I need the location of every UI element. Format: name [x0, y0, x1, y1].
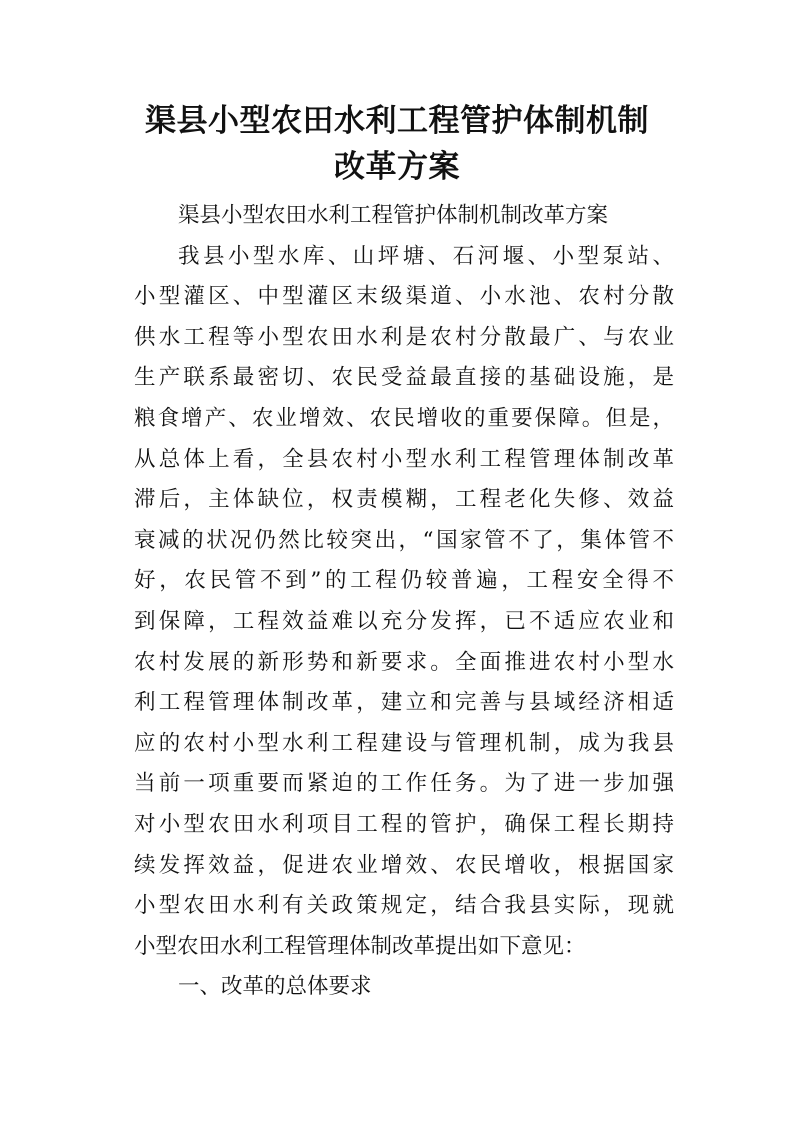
body-line: 好，农民管不到”的工程仍较普遍，工程安全得不: [134, 568, 674, 594]
document-title: [100, 98, 694, 190]
body-line: 渠县小型农田水利工程管护体制机制改革方案: [178, 203, 609, 228]
body-line: 到保障，工程效益难以充分发挥，已不适应农业和: [134, 608, 674, 634]
body-line: 小型农田水利有关政策规定，结合我县实际，现就: [134, 893, 674, 919]
body-line: 生产联系最密切、农民受益最直接的基础设施，是: [134, 365, 674, 391]
body-line: 粮食增产、农业增效、农民增收的重要保障。但是，: [134, 405, 674, 431]
body-line: 农村发展的新形势和新要求。全面推进农村小型水: [134, 649, 674, 675]
body-line: 小型灌区、中型灌区末级渠道、小水池、农村分散: [134, 284, 674, 310]
body-line: 供水工程等小型农田水利是农村分散最广、与农业: [134, 324, 674, 350]
body-line: 当前一项重要而紧迫的工作任务。为了进一步加强: [134, 771, 674, 797]
section-heading: 一、改革的总体要求: [178, 974, 372, 1000]
body-line: 我县小型水库、山坪塘、石河堰、小型泵站、: [178, 243, 674, 269]
body-line: 对小型农田水利项目工程的管护，确保工程长期持: [134, 811, 674, 837]
body-line: 衰减的状况仍然比较突出，“国家管不了，集体管不: [134, 527, 674, 553]
body-line: 应的农村小型水利工程建设与管理机制，成为我县: [134, 730, 674, 756]
body-line: 续发挥效益，促进农业增效、农民增收，根据国家: [134, 852, 674, 878]
body-line: 从总体上看，全县农村小型水利工程管理体制改革: [134, 446, 674, 472]
body-line: 利工程管理体制改革，建立和完善与县域经济相适: [134, 690, 674, 716]
document-body: [134, 196, 674, 1008]
body-line: 滞后，主体缺位，权责模糊，工程老化失修、效益: [134, 487, 674, 513]
body-line: 小型农田水利工程管理体制改革提出如下意见：: [134, 933, 586, 959]
title-line-2: 改革方案: [334, 149, 460, 185]
title-line-1: 渠县小型农田水利工程管护体制机制: [145, 103, 649, 139]
